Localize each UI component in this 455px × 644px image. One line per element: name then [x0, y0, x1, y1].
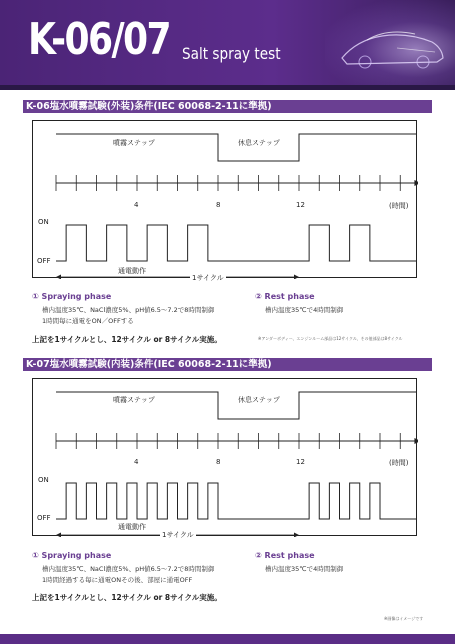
cycle-arrowhead-right — [294, 275, 299, 280]
spraying-phase-line2: 1時間経過する毎に通電ONその後、部屋に通電OFF — [42, 576, 193, 584]
rest-phase-heading: ② Rest phase — [255, 292, 315, 301]
summary-text-k06: 上記を1サイクルとし、12サイクル or 8サイクル実施。 — [32, 335, 222, 344]
timing-diagram-k07 — [32, 378, 417, 536]
cycle-note: ※アンダーボディー、エンジンルーム部品は12サイクル、その他部品は8サイクル — [258, 336, 403, 341]
page-subtitle: Salt spray test — [182, 44, 281, 63]
section-title-k06: K-06塩水噴霧試験(外装)条件(IEC 60068-2-11に準拠) — [23, 100, 432, 113]
cycle-arrowhead-left — [56, 275, 61, 280]
cycle-label: 1サイクル — [192, 274, 224, 282]
off-label: OFF — [37, 514, 51, 522]
spraying-phase-line1: 槽内温度35℃、NaCl濃度5%、pH値6.5～7.2で8時間制御 — [42, 565, 215, 573]
time-axis-arrowhead — [414, 180, 418, 186]
image-footnote: ※画像はイメージです — [384, 616, 424, 621]
step-signal-line — [56, 134, 416, 161]
cycle-arrowhead-left — [56, 533, 61, 538]
footer-bar — [0, 634, 455, 644]
spray-step-label: 噴霧ステップ — [113, 396, 155, 404]
section-title-k07: K-07塩水噴霧試験(内装)条件(IEC 60068-2-11に準拠) — [23, 358, 432, 371]
on-label: ON — [38, 218, 49, 226]
rest-phase-line1: 槽内温度35℃で4時間制御 — [265, 565, 344, 573]
time-unit-label: (時間) — [389, 459, 409, 467]
tick-label-4: 4 — [134, 458, 139, 466]
car-illustration-icon — [337, 18, 447, 74]
rest-step-label: 休息ステップ — [238, 396, 280, 404]
summary-text-k07: 上記を1サイクルとし、12サイクル or 8サイクル実施。 — [32, 593, 222, 602]
tick-label-12: 12 — [296, 458, 305, 466]
tick-label-4: 4 — [134, 201, 139, 209]
header-strip — [0, 85, 455, 90]
on-off-pulse-line — [56, 225, 416, 261]
rest-phase-heading: ② Rest phase — [255, 551, 315, 560]
timing-svg-k06 — [33, 121, 418, 279]
spraying-phase-heading: ① Spraying phase — [32, 551, 112, 560]
spraying-phase-heading: ① Spraying phase — [32, 292, 112, 301]
cycle-label: 1サイクル — [162, 531, 194, 539]
spray-step-label: 噴霧ステップ — [113, 139, 155, 147]
rest-phase-line1: 槽内温度35℃で4時間制御 — [265, 306, 344, 314]
spraying-phase-line1: 槽内温度35℃、NaCl濃度5%、pH値6.5～7.2で8時間制御 — [42, 306, 215, 314]
time-axis-arrowhead — [414, 438, 418, 444]
on-off-pulse-line — [56, 483, 416, 519]
rest-step-label: 休息ステップ — [238, 139, 280, 147]
energize-label: 通電動作 — [118, 267, 146, 275]
tick-label-8: 8 — [216, 458, 221, 466]
off-label: OFF — [37, 257, 51, 265]
on-label: ON — [38, 476, 49, 484]
timing-diagram-k06 — [32, 120, 417, 278]
timing-svg-k07 — [33, 379, 418, 537]
tick-label-8: 8 — [216, 201, 221, 209]
tick-label-12: 12 — [296, 201, 305, 209]
page-title: K-06/07 — [28, 14, 170, 65]
step-signal-line — [56, 392, 416, 419]
spraying-phase-line2: 1時間毎に通電をON／OFFする — [42, 317, 134, 325]
energize-label: 通電動作 — [118, 523, 146, 531]
page-header — [0, 0, 455, 90]
time-unit-label: (時間) — [389, 202, 409, 210]
cycle-arrowhead-right — [294, 533, 299, 538]
